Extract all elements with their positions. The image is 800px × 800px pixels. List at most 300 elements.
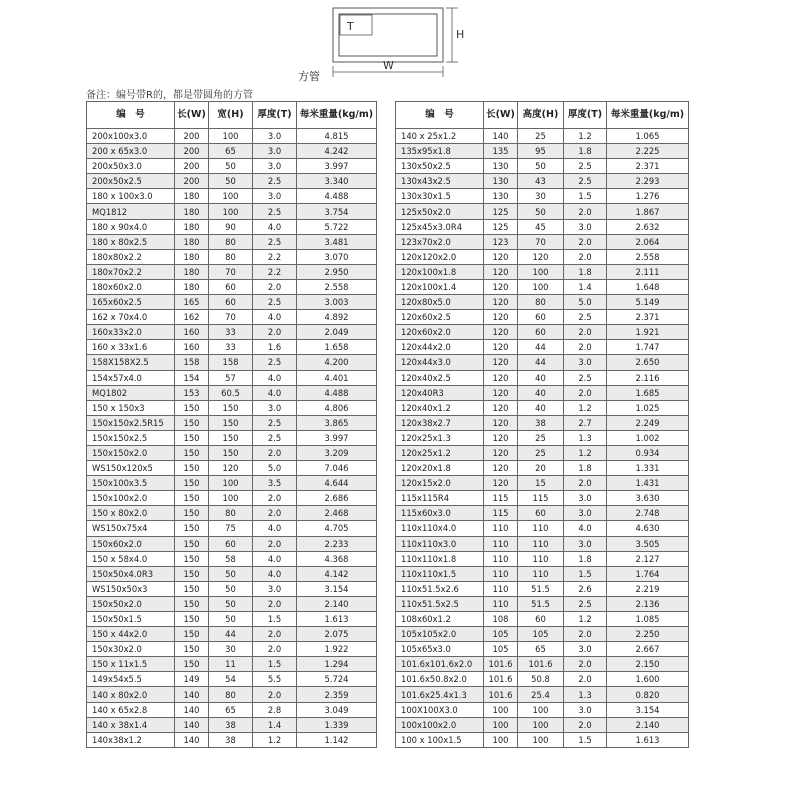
cell-length: 180 (175, 204, 209, 219)
cell-code: 200x50x3.0 (87, 159, 175, 174)
cell-weight: 4.142 (297, 566, 377, 581)
cell-length: 120 (484, 279, 518, 294)
cell-weight: 1.331 (607, 461, 689, 476)
cell-code: 105x105x2.0 (396, 627, 484, 642)
col-code-header: 编 号 (87, 102, 175, 129)
cell-code: 180x80x2.2 (87, 249, 175, 264)
cell-width: 100 (518, 702, 564, 717)
cell-code: 150x150x2.0 (87, 445, 175, 460)
cell-thickness: 1.2 (564, 445, 607, 460)
cell-width: 65 (209, 144, 253, 159)
cell-code: 165x60x2.5 (87, 295, 175, 310)
cell-code: 150 x 80x2.0 (87, 506, 175, 521)
cell-width: 101.6 (518, 657, 564, 672)
cell-weight: 4.892 (297, 310, 377, 325)
cell-thickness: 1.3 (564, 687, 607, 702)
cell-code: 180 x 80x2.5 (87, 234, 175, 249)
cell-weight: 2.293 (607, 174, 689, 189)
cell-width: 25 (518, 129, 564, 144)
cell-weight: 1.085 (607, 612, 689, 627)
cell-weight: 2.075 (297, 627, 377, 642)
cell-length: 110 (484, 581, 518, 596)
table-row (87, 234, 377, 249)
cell-code: 140 x 38x1.4 (87, 717, 175, 732)
table-row (396, 491, 689, 506)
table-row (87, 476, 377, 491)
table-row (396, 129, 689, 144)
cell-thickness: 4.0 (253, 310, 297, 325)
cell-code: 115x115R4 (396, 491, 484, 506)
cell-thickness: 2.5 (253, 295, 297, 310)
cell-length: 115 (484, 491, 518, 506)
table-row (396, 325, 689, 340)
cell-width: 100 (209, 204, 253, 219)
cell-weight: 4.644 (297, 476, 377, 491)
cell-weight: 2.748 (607, 506, 689, 521)
cell-thickness: 2.0 (564, 385, 607, 400)
cell-width: 60 (209, 295, 253, 310)
table-row (87, 355, 377, 370)
cell-width: 38 (209, 732, 253, 747)
table-row (396, 612, 689, 627)
cell-length: 110 (484, 536, 518, 551)
table-row (87, 264, 377, 279)
cell-width: 150 (209, 430, 253, 445)
col-weight-header: 每米重量(kg/m) (297, 102, 377, 129)
cell-thickness: 1.2 (253, 732, 297, 747)
table-row (396, 627, 689, 642)
spec-table-left (86, 101, 377, 748)
cell-weight: 2.650 (607, 355, 689, 370)
cell-thickness: 2.5 (253, 204, 297, 219)
label-w: W (383, 59, 394, 72)
cell-weight: 3.154 (297, 581, 377, 596)
cell-width: 105 (518, 627, 564, 642)
col-width-header: 宽(H) (209, 102, 253, 129)
cell-width: 40 (518, 370, 564, 385)
cell-width: 100 (518, 279, 564, 294)
cell-weight: 1.600 (607, 672, 689, 687)
cell-width: 51.5 (518, 581, 564, 596)
cell-length: 120 (484, 461, 518, 476)
table-row (87, 702, 377, 717)
cell-length: 140 (175, 717, 209, 732)
cell-thickness: 2.0 (564, 249, 607, 264)
cell-code: 120x80x5.0 (396, 295, 484, 310)
cell-width: 110 (518, 536, 564, 551)
cell-length: 140 (484, 129, 518, 144)
cell-thickness: 2.5 (253, 174, 297, 189)
table-row (87, 506, 377, 521)
cell-width: 50 (209, 612, 253, 627)
cell-thickness: 2.5 (564, 159, 607, 174)
cell-code: 150 x 150x3 (87, 400, 175, 415)
table-header-row (396, 102, 689, 129)
cell-width: 150 (209, 445, 253, 460)
cell-code: 120x40x2.5 (396, 370, 484, 385)
thickness-label-box (340, 15, 372, 35)
table-row (87, 627, 377, 642)
table-row (87, 596, 377, 611)
cell-thickness: 2.0 (564, 476, 607, 491)
cell-weight: 3.049 (297, 702, 377, 717)
cell-length: 105 (484, 627, 518, 642)
cell-thickness: 2.0 (564, 672, 607, 687)
cell-weight: 2.140 (607, 717, 689, 732)
cell-weight: 3.997 (297, 159, 377, 174)
col-length-header: 长(W) (175, 102, 209, 129)
cell-thickness: 2.5 (564, 596, 607, 611)
cell-length: 135 (484, 144, 518, 159)
cell-code: 140 x 65x2.8 (87, 702, 175, 717)
cell-length: 165 (175, 295, 209, 310)
cell-thickness: 2.0 (564, 340, 607, 355)
cell-thickness: 5.0 (564, 295, 607, 310)
table-row (87, 687, 377, 702)
cell-weight: 2.116 (607, 370, 689, 385)
cell-thickness: 2.5 (564, 370, 607, 385)
cell-weight: 5.149 (607, 295, 689, 310)
cell-weight: 5.722 (297, 219, 377, 234)
table-row (396, 340, 689, 355)
cell-code: 100X100X3.0 (396, 702, 484, 717)
cell-length: 108 (484, 612, 518, 627)
cell-width: 33 (209, 340, 253, 355)
cell-weight: 2.233 (297, 536, 377, 551)
cell-width: 30 (518, 189, 564, 204)
cell-length: 115 (484, 506, 518, 521)
cell-thickness: 1.2 (564, 612, 607, 627)
cell-code: 135x95x1.8 (396, 144, 484, 159)
cell-width: 54 (209, 672, 253, 687)
cell-width: 60 (518, 310, 564, 325)
table-row (87, 159, 377, 174)
cell-width: 100 (209, 491, 253, 506)
cell-width: 100 (209, 189, 253, 204)
table-row (87, 325, 377, 340)
cell-length: 110 (484, 551, 518, 566)
cell-width: 50 (518, 159, 564, 174)
cell-thickness: 3.0 (564, 355, 607, 370)
cell-code: 140 x 25x1.2 (396, 129, 484, 144)
cell-weight: 2.250 (607, 627, 689, 642)
cell-length: 110 (484, 521, 518, 536)
cell-length: 180 (175, 219, 209, 234)
cell-weight: 2.950 (297, 264, 377, 279)
cell-length: 180 (175, 279, 209, 294)
cell-weight: 4.200 (297, 355, 377, 370)
cell-code: 130x50x2.5 (396, 159, 484, 174)
table-row (396, 415, 689, 430)
cell-length: 150 (175, 566, 209, 581)
table-header-row (87, 102, 377, 129)
table-row (396, 687, 689, 702)
cell-length: 150 (175, 430, 209, 445)
cell-code: 100x100x2.0 (396, 717, 484, 732)
cell-length: 150 (175, 536, 209, 551)
cell-code: 120x100x1.4 (396, 279, 484, 294)
cell-length: 200 (175, 159, 209, 174)
cell-thickness: 2.0 (564, 325, 607, 340)
cell-code: 120x44x3.0 (396, 355, 484, 370)
cell-code: 120x38x2.7 (396, 415, 484, 430)
table-row (396, 702, 689, 717)
table-row (87, 219, 377, 234)
cell-code: 108x60x1.2 (396, 612, 484, 627)
cell-width: 70 (518, 234, 564, 249)
table-row (87, 566, 377, 581)
cell-thickness: 3.0 (564, 219, 607, 234)
cell-length: 200 (175, 144, 209, 159)
cell-width: 60 (209, 279, 253, 294)
cell-width: 50 (209, 596, 253, 611)
cell-weight: 1.339 (297, 717, 377, 732)
table-row (396, 445, 689, 460)
cell-width: 43 (518, 174, 564, 189)
cell-thickness: 1.5 (564, 189, 607, 204)
cell-code: 140 x 80x2.0 (87, 687, 175, 702)
cell-length: 130 (484, 189, 518, 204)
cell-thickness: 2.5 (253, 234, 297, 249)
cell-thickness: 2.0 (253, 536, 297, 551)
label-h: H (456, 28, 465, 41)
cell-code: 160x33x2.0 (87, 325, 175, 340)
cell-length: 200 (175, 129, 209, 144)
cell-width: 30 (209, 642, 253, 657)
cell-code: WS150x50x3 (87, 581, 175, 596)
cell-code: 120x20x1.8 (396, 461, 484, 476)
cell-thickness: 2.2 (253, 264, 297, 279)
table-row (87, 249, 377, 264)
cell-length: 153 (175, 385, 209, 400)
cell-weight: 1.431 (607, 476, 689, 491)
cell-weight: 4.630 (607, 521, 689, 536)
cell-length: 150 (175, 627, 209, 642)
table-row (396, 551, 689, 566)
cell-weight: 5.724 (297, 672, 377, 687)
cell-width: 60 (518, 612, 564, 627)
cell-thickness: 3.0 (253, 581, 297, 596)
cell-length: 150 (175, 476, 209, 491)
cell-code: 160 x 33x1.6 (87, 340, 175, 355)
cell-width: 50.8 (518, 672, 564, 687)
cell-weight: 7.046 (297, 461, 377, 476)
cell-weight: 3.630 (607, 491, 689, 506)
table-row (396, 521, 689, 536)
cell-weight: 2.140 (297, 596, 377, 611)
cell-weight: 2.127 (607, 551, 689, 566)
cell-weight: 2.150 (607, 657, 689, 672)
cell-code: 120x25x1.2 (396, 445, 484, 460)
cell-code: 125x50x2.0 (396, 204, 484, 219)
cell-width: 11 (209, 657, 253, 672)
cell-length: 100 (484, 732, 518, 747)
cell-width: 150 (209, 400, 253, 415)
cell-weight: 1.764 (607, 566, 689, 581)
cell-width: 65 (518, 642, 564, 657)
cell-width: 44 (518, 340, 564, 355)
table-row (87, 204, 377, 219)
cell-thickness: 4.0 (253, 551, 297, 566)
cell-thickness: 4.0 (253, 521, 297, 536)
cell-thickness: 2.5 (253, 430, 297, 445)
cell-weight: 4.815 (297, 129, 377, 144)
cell-length: 120 (484, 385, 518, 400)
table-row (396, 249, 689, 264)
cell-thickness: 4.0 (253, 566, 297, 581)
cell-code: 150x100x3.5 (87, 476, 175, 491)
cell-length: 120 (484, 400, 518, 415)
cell-weight: 1.002 (607, 430, 689, 445)
cell-thickness: 1.8 (564, 264, 607, 279)
cell-width: 80 (209, 234, 253, 249)
cell-width: 90 (209, 219, 253, 234)
table-row (396, 204, 689, 219)
cell-code: 120x120x2.0 (396, 249, 484, 264)
table-row (87, 717, 377, 732)
cell-length: 123 (484, 234, 518, 249)
cell-width: 50 (209, 159, 253, 174)
cell-thickness: 2.5 (253, 415, 297, 430)
cell-thickness: 5.0 (253, 461, 297, 476)
cell-length: 120 (484, 264, 518, 279)
cell-thickness: 2.5 (253, 355, 297, 370)
table-row (87, 521, 377, 536)
cell-weight: 1.648 (607, 279, 689, 294)
cell-weight: 4.705 (297, 521, 377, 536)
cell-length: 101.6 (484, 657, 518, 672)
cell-length: 150 (175, 445, 209, 460)
cell-code: 105x65x3.0 (396, 642, 484, 657)
cell-width: 80 (209, 506, 253, 521)
cell-weight: 3.997 (297, 430, 377, 445)
cell-code: 150x60x2.0 (87, 536, 175, 551)
spec-table-right (395, 101, 689, 748)
cell-thickness: 4.0 (253, 219, 297, 234)
cell-length: 120 (484, 370, 518, 385)
cell-width: 65 (209, 702, 253, 717)
cell-code: 120x25x1.3 (396, 430, 484, 445)
cell-code: 123x70x2.0 (396, 234, 484, 249)
cell-code: 150x50x4.0R3 (87, 566, 175, 581)
cell-length: 180 (175, 249, 209, 264)
cell-code: 150x50x1.5 (87, 612, 175, 627)
cell-length: 105 (484, 642, 518, 657)
col-code-header: 编 号 (396, 102, 484, 129)
cell-width: 44 (209, 627, 253, 642)
table-row (396, 219, 689, 234)
cell-code: 110x51.5x2.5 (396, 596, 484, 611)
cell-code: 115x60x3.0 (396, 506, 484, 521)
cell-code: WS150x75x4 (87, 521, 175, 536)
col-weight-header: 每米重量(kg/m) (607, 102, 689, 129)
cell-length: 150 (175, 491, 209, 506)
cell-weight: 3.070 (297, 249, 377, 264)
table-row (396, 566, 689, 581)
cell-code: 110x110x4.0 (396, 521, 484, 536)
cell-length: 110 (484, 596, 518, 611)
cell-weight: 4.368 (297, 551, 377, 566)
cell-thickness: 2.7 (564, 415, 607, 430)
cell-width: 51.5 (518, 596, 564, 611)
cell-length: 180 (175, 234, 209, 249)
cell-width: 33 (209, 325, 253, 340)
cell-weight: 2.558 (607, 249, 689, 264)
table-row (87, 612, 377, 627)
cell-code: 120x40x1.2 (396, 400, 484, 415)
cell-length: 120 (484, 340, 518, 355)
cell-thickness: 2.6 (564, 581, 607, 596)
cell-code: 180x60x2.0 (87, 279, 175, 294)
table-row (396, 461, 689, 476)
cell-code: 150x150x2.5 (87, 430, 175, 445)
cell-thickness: 1.5 (564, 732, 607, 747)
cell-code: 130x30x1.5 (396, 189, 484, 204)
cell-code: 180x70x2.2 (87, 264, 175, 279)
cell-thickness: 2.0 (253, 642, 297, 657)
table-row (87, 657, 377, 672)
cell-length: 120 (484, 445, 518, 460)
cell-width: 120 (518, 249, 564, 264)
cell-thickness: 1.5 (253, 612, 297, 627)
cell-thickness: 1.8 (564, 461, 607, 476)
cell-code: 140x38x1.2 (87, 732, 175, 747)
table-row (396, 234, 689, 249)
cell-thickness: 4.0 (564, 521, 607, 536)
cell-weight: 3.754 (297, 204, 377, 219)
cell-code: 150x30x2.0 (87, 642, 175, 657)
table-row (87, 340, 377, 355)
table-row (396, 264, 689, 279)
table-row (396, 174, 689, 189)
cell-width: 60 (518, 506, 564, 521)
cell-thickness: 2.0 (253, 279, 297, 294)
cell-weight: 3.505 (607, 536, 689, 551)
cell-code: 100 x 100x1.5 (396, 732, 484, 747)
cell-code: 120x60x2.5 (396, 310, 484, 325)
cell-weight: 3.481 (297, 234, 377, 249)
cell-thickness: 2.0 (564, 627, 607, 642)
cell-length: 150 (175, 415, 209, 430)
col-length-header: 长(W) (484, 102, 518, 129)
col-height-header: 高度(H) (518, 102, 564, 129)
cell-width: 80 (209, 687, 253, 702)
table-row (87, 174, 377, 189)
table-row (396, 279, 689, 294)
cell-width: 50 (209, 174, 253, 189)
table-row (87, 415, 377, 430)
cell-weight: 2.667 (607, 642, 689, 657)
cell-width: 150 (209, 415, 253, 430)
diagram-caption: 方管 (298, 70, 320, 82)
cell-code: 162 x 70x4.0 (87, 310, 175, 325)
cell-weight: 3.209 (297, 445, 377, 460)
cell-width: 158 (209, 355, 253, 370)
cell-code: WS150x120x5 (87, 461, 175, 476)
cell-thickness: 2.5 (564, 174, 607, 189)
cell-weight: 1.747 (607, 340, 689, 355)
cell-length: 125 (484, 219, 518, 234)
cell-thickness: 2.0 (253, 325, 297, 340)
cell-length: 100 (484, 717, 518, 732)
cell-weight: 2.064 (607, 234, 689, 249)
cell-width: 50 (518, 204, 564, 219)
cell-width: 60 (209, 536, 253, 551)
table-row (87, 400, 377, 415)
cell-code: 120x100x1.8 (396, 264, 484, 279)
cell-weight: 0.820 (607, 687, 689, 702)
cell-code: 101.6x101.6x2.0 (396, 657, 484, 672)
